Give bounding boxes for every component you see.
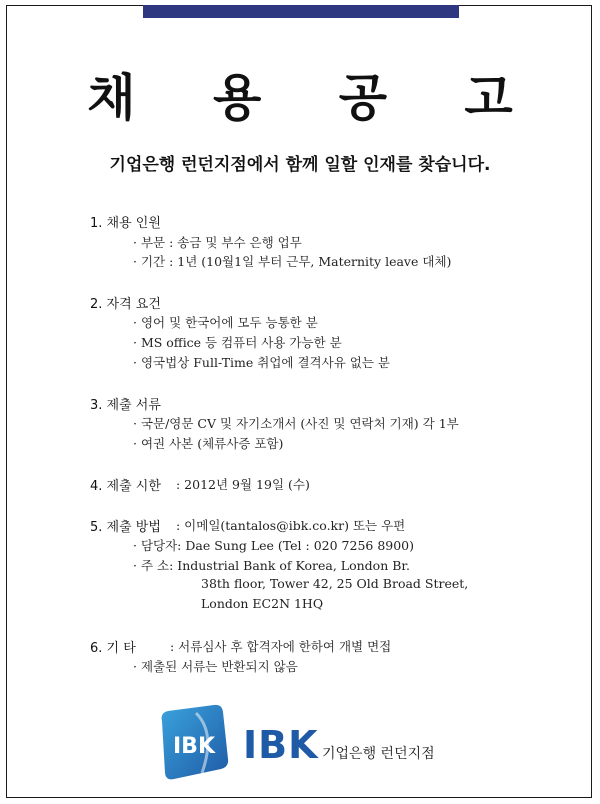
top-accent-bar	[143, 5, 459, 18]
section-heading-other: 6. 기 타	[90, 641, 136, 656]
section-heading-recruitment: 1. 채용 인원	[90, 216, 161, 231]
address-line: 38th floor, Tower 42, 25 Old Broad Street,	[201, 576, 469, 591]
section-heading-qualifications: 2. 자격 요건	[90, 297, 161, 312]
deadline-value: : 2012년 9월 19일 (수)	[176, 477, 310, 492]
section-heading-submission: 5. 제출 방법	[90, 520, 161, 535]
address-line: London EC2N 1HQ	[201, 596, 324, 611]
section-heading-documents: 3. 제출 서류	[90, 398, 161, 413]
contact-person: · 담당자: Dae Sung Lee (Tel : 020 7256 8900)	[133, 538, 415, 553]
section-item: · MS office 등 컴퓨터 사용 가능한 분	[133, 335, 342, 350]
section-item: · 제출된 서류는 반환되지 않음	[133, 659, 298, 674]
other-note: : 서류심사 후 합격자에 한하여 개별 면접	[170, 639, 392, 654]
page-title: 채 용 공 고	[87, 69, 543, 127]
section-heading-deadline: 4. 제출 시한	[90, 479, 161, 494]
section-item: · 여권 사본 (체류사증 포함)	[133, 436, 284, 451]
logo-brand-text: IBK	[243, 723, 319, 767]
ibk-logo	[156, 703, 456, 785]
address-line: · 주 소: Industrial Bank of Korea, London Br.	[133, 558, 410, 573]
section-item: · 국문/영문 CV 및 자기소개서 (사진 및 연락처 기재) 각 1부	[133, 416, 459, 431]
section-item: · 영어 및 한국어에 모두 능통한 분	[133, 315, 318, 330]
page-subtitle: 기업은행 런던지점에서 함께 일할 인재를 찾습니다.	[109, 155, 491, 175]
logo-mark-text: IBK	[172, 734, 216, 759]
logo-branch-text: 기업은행 런던지점	[322, 746, 435, 762]
submission-method: : 이메일(tantalos@ibk.co.kr) 또는 우편	[176, 518, 406, 533]
section-item: · 영국법상 Full-Time 취업에 결격사유 없는 분	[133, 355, 390, 370]
ibk-logo-mark-icon	[156, 703, 240, 785]
section-item: · 부문 : 송금 및 부수 은행 업무	[133, 235, 302, 250]
section-item: · 기간 : 1년 (10월1일 부터 근무, Maternity leave 대체)	[133, 254, 452, 269]
